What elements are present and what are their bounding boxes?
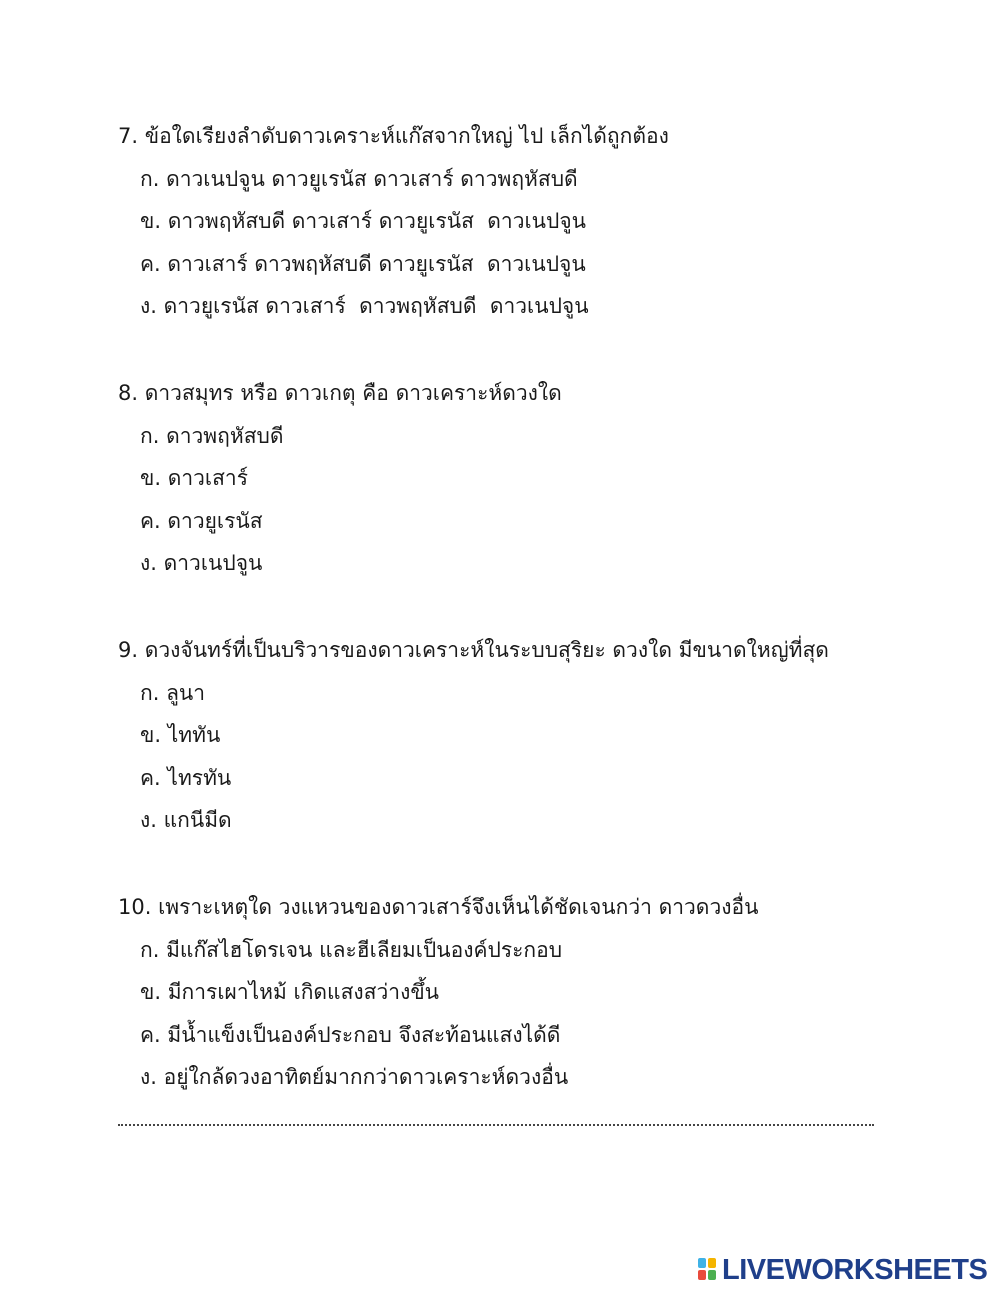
liveworksheets-logo-icon xyxy=(698,1258,718,1282)
question-title: 7. ข้อใดเรียงลำดับดาวเคราะห์แก๊สจากใหญ่ ไป เล็กได้ถูกต้อง xyxy=(118,124,669,148)
answer-option[interactable]: ก. มีแก๊สไฮโดรเจน และฮีเลียมเป็นองค์ประกอบ xyxy=(140,937,563,962)
answer-option[interactable]: ข. มีการเผาไหม้ เกิดแสงสว่างขึ้น xyxy=(140,980,440,1004)
answer-option[interactable]: ข. ดาวเสาร์ xyxy=(140,466,248,490)
question-title: 10. เพราะเหตุใด วงแหวนของดาวเสาร์จึงเห็นได้ชัดเจนกว่า ดาวดวงอื่น xyxy=(118,895,759,919)
question-8 xyxy=(118,375,958,581)
answer-option[interactable]: ค. ดาวยูเรนัส xyxy=(140,508,263,533)
logo-mark-square xyxy=(698,1270,706,1280)
answer-option[interactable]: ง. ดาวเนปจูน xyxy=(140,551,263,575)
liveworksheets-logo[interactable] xyxy=(698,1255,987,1285)
question-10 xyxy=(118,889,958,1095)
question-title: 8. ดาวสมุทร หรือ ดาวเกตุ คือ ดาวเคราะห์ดวงใด xyxy=(118,381,562,405)
question-7 xyxy=(118,118,958,324)
answer-option[interactable]: ง. แกนีมีด xyxy=(140,808,232,832)
logo-mark-square xyxy=(708,1258,716,1268)
question-title: 9. ดวงจันทร์ที่เป็นบริวารของดาวเคราะห์ในระบบสุริยะ ดวงใด มีขนาดใหญ่ที่สุด xyxy=(118,638,829,662)
question-9 xyxy=(118,632,958,838)
answer-option[interactable]: ก. ดาวเนปจูน ดาวยูเรนัส ดาวเสาร์ ดาวพฤหัสบดี xyxy=(140,166,578,191)
answer-option[interactable]: ก. ดาวพฤหัสบดี xyxy=(140,423,284,448)
logo-mark-square xyxy=(708,1270,716,1280)
answer-option[interactable]: ค. มีน้ำแข็งเป็นองค์ประกอบ จึงสะท้อนแสงได้ดี xyxy=(140,1022,561,1047)
answer-option[interactable]: ก. ลูนา xyxy=(140,680,206,705)
answer-option[interactable]: ค. ไทรทัน xyxy=(140,765,232,790)
answer-option[interactable]: ง. ดาวยูเรนัส ดาวเสาร์ ดาวพฤหัสบดี ดาวเนปจูน xyxy=(140,294,589,318)
answer-option[interactable]: ข. ดาวพฤหัสบดี ดาวเสาร์ ดาวยูเรนัส ดาวเนปจูน xyxy=(140,209,587,233)
answer-option[interactable]: ง. อยู่ใกล้ดวงอาทิตย์มากกว่าดาวเคราะห์ดวงอื่น xyxy=(140,1065,569,1089)
logo-text: LIVEWORKSHEETS xyxy=(722,1254,988,1286)
answer-option[interactable]: ข. ไททัน xyxy=(140,723,221,747)
dotted-divider xyxy=(118,1124,874,1126)
answer-option[interactable]: ค. ดาวเสาร์ ดาวพฤหัสบดี ดาวยูเรนัส ดาวเนปจูน xyxy=(140,251,586,276)
logo-mark-square xyxy=(698,1258,706,1268)
